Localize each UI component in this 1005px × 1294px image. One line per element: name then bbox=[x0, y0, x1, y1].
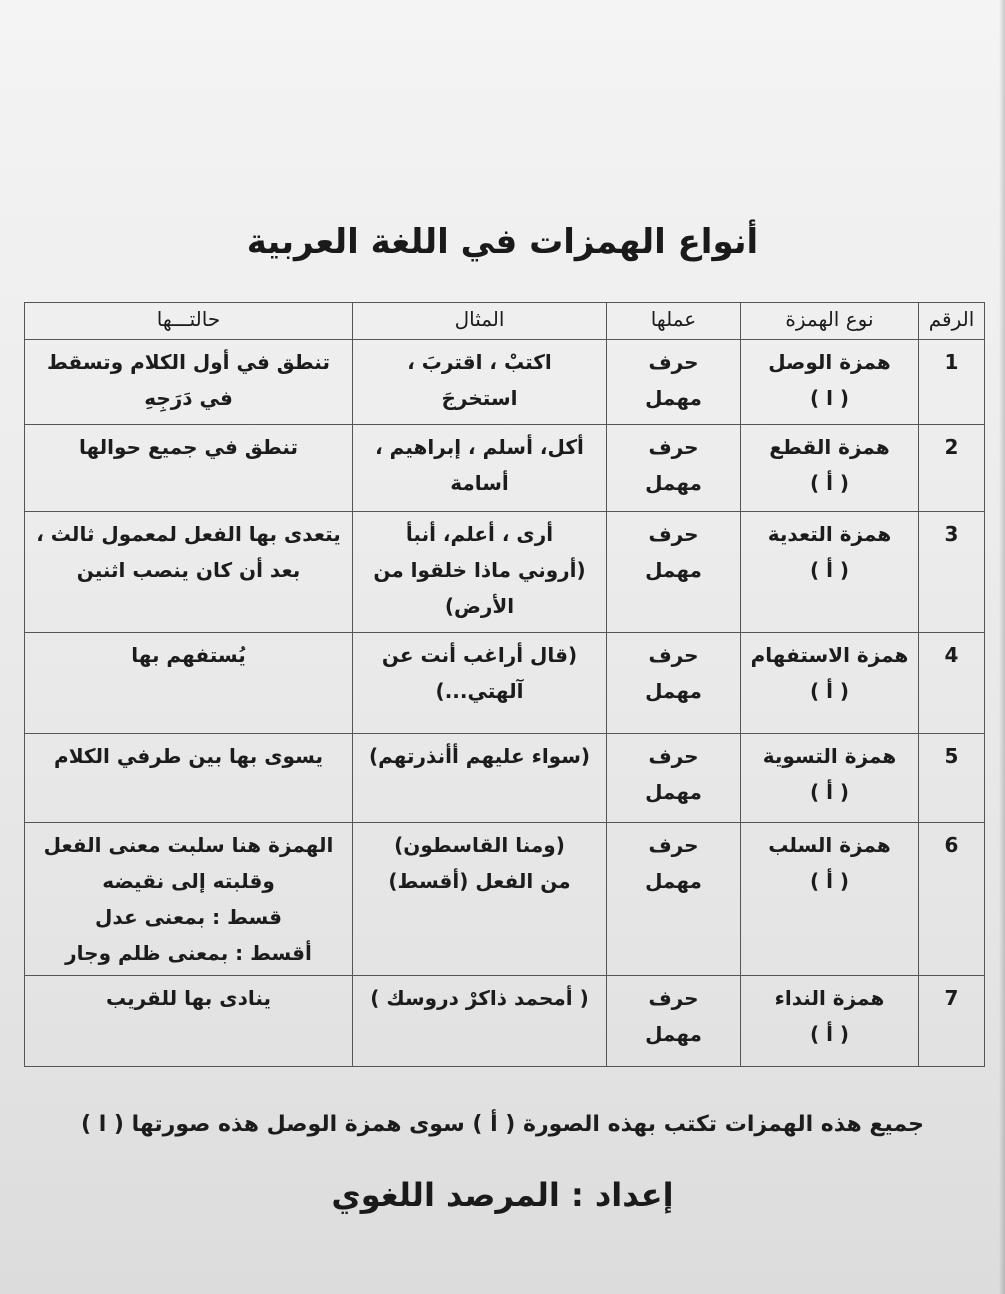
state-cell bbox=[25, 823, 353, 976]
table-row bbox=[25, 425, 985, 512]
hamza-type-form: ( أ ) bbox=[809, 869, 850, 893]
hamza-type-cell bbox=[741, 512, 919, 633]
example-line: الأرض) bbox=[444, 594, 515, 618]
state-line: وقلبته إلى نقيضه bbox=[102, 869, 275, 893]
hamza-type-cell bbox=[741, 734, 919, 823]
header-type: نوع الهمزة bbox=[741, 303, 919, 340]
example-line: (سواء عليهم أأنذرتهم) bbox=[368, 744, 591, 768]
example-line: اكتبْ ، اقتربَ ، bbox=[407, 350, 552, 374]
function-line: حرف bbox=[648, 744, 699, 768]
hamza-type-form: ( ا ) bbox=[809, 386, 850, 410]
example-line: آلهتي...) bbox=[435, 679, 524, 703]
function-cell bbox=[607, 425, 741, 512]
row-number: 2 bbox=[919, 425, 985, 512]
function-line: مهمل bbox=[645, 679, 702, 703]
hamza-type-form: ( أ ) bbox=[809, 679, 850, 703]
hamza-type-name: همزة التسوية bbox=[762, 744, 897, 768]
state-line: ينادى بها للقريب bbox=[105, 986, 272, 1010]
row-number: 7 bbox=[919, 976, 985, 1067]
state-cell bbox=[25, 425, 353, 512]
example-cell bbox=[353, 340, 607, 425]
footer-note: جميع هذه الهمزات تكتب بهذه الصورة ( أ ) سوى همزة الوصل هذه صورتها ( ا ) bbox=[80, 1112, 924, 1137]
state-line: يُستفهم بها bbox=[131, 643, 246, 667]
header-state: حالتـــها bbox=[25, 303, 353, 340]
state-line: يسوى بها بين طرفي الكلام bbox=[54, 744, 323, 768]
table-row bbox=[25, 734, 985, 823]
state-cell bbox=[25, 633, 353, 734]
function-line: حرف bbox=[648, 435, 699, 459]
function-line: مهمل bbox=[645, 869, 702, 893]
footer-credit: إعداد : المرصد اللغوي bbox=[331, 1176, 674, 1214]
example-cell bbox=[353, 633, 607, 734]
function-cell bbox=[607, 734, 741, 823]
page-edge-shadow bbox=[999, 0, 1005, 1294]
hamza-type-form: ( أ ) bbox=[809, 558, 850, 582]
example-cell bbox=[353, 823, 607, 976]
header-function: عملها bbox=[607, 303, 741, 340]
hamza-type-form: ( أ ) bbox=[809, 1022, 850, 1046]
function-line: مهمل bbox=[645, 1022, 702, 1046]
state-line: تنطق في جميع حوالها bbox=[78, 435, 299, 459]
hamza-type-cell bbox=[741, 425, 919, 512]
example-cell bbox=[353, 512, 607, 633]
function-line: مهمل bbox=[645, 386, 702, 410]
example-line: (قال أراغب أنت عن bbox=[381, 643, 578, 667]
row-number: 4 bbox=[919, 633, 985, 734]
function-cell bbox=[607, 976, 741, 1067]
example-line: (ومنا القاسطون) bbox=[394, 833, 565, 857]
example-line: أرى ، أعلم، أنبأ bbox=[405, 522, 554, 546]
example-line: ( أمحمد ذاكرْ دروسك ) bbox=[370, 986, 589, 1010]
function-line: مهمل bbox=[645, 780, 702, 804]
hamza-type-name: همزة النداء bbox=[774, 986, 885, 1010]
function-line: مهمل bbox=[645, 558, 702, 582]
state-cell bbox=[25, 340, 353, 425]
table-row bbox=[25, 512, 985, 633]
state-line: في دَرَجِهِ bbox=[144, 386, 233, 410]
example-line: أكل، أسلم ، إبراهيم ، bbox=[375, 435, 584, 459]
example-line: من الفعل (أقسط) bbox=[388, 869, 571, 893]
example-cell bbox=[353, 734, 607, 823]
hamza-type-name: همزة التعدية bbox=[767, 522, 892, 546]
hamza-type-form: ( أ ) bbox=[809, 780, 850, 804]
function-line: مهمل bbox=[645, 471, 702, 495]
function-cell bbox=[607, 823, 741, 976]
state-line: الهمزة هنا سلبت معنى الفعل bbox=[43, 833, 334, 857]
function-line: حرف bbox=[648, 350, 699, 374]
table-row bbox=[25, 633, 985, 734]
table-row bbox=[25, 823, 985, 976]
state-cell bbox=[25, 512, 353, 633]
table-row bbox=[25, 340, 985, 425]
hamza-type-name: همزة القطع bbox=[769, 435, 890, 459]
hamza-type-cell bbox=[741, 823, 919, 976]
table-header-row bbox=[25, 303, 985, 340]
state-line: أقسط : بمعنى ظلم وجار bbox=[65, 941, 312, 965]
function-line: حرف bbox=[648, 643, 699, 667]
hamza-type-cell bbox=[741, 340, 919, 425]
row-number: 1 bbox=[919, 340, 985, 425]
state-line: بعد أن كان ينصب اثنين bbox=[76, 558, 301, 582]
hamza-type-cell bbox=[741, 976, 919, 1067]
example-cell bbox=[353, 425, 607, 512]
hamza-type-form: ( أ ) bbox=[809, 471, 850, 495]
function-line: حرف bbox=[648, 986, 699, 1010]
function-line: حرف bbox=[648, 833, 699, 857]
function-cell bbox=[607, 512, 741, 633]
document-title: أنواع الهمزات في اللغة العربية bbox=[246, 222, 759, 262]
state-line: يتعدى بها الفعل لمعمول ثالث ، bbox=[36, 522, 341, 546]
hamza-type-name: همزة السلب bbox=[768, 833, 891, 857]
function-cell bbox=[607, 340, 741, 425]
header-example: المثال bbox=[353, 303, 607, 340]
state-line: قسط : بمعنى عدل bbox=[95, 905, 282, 929]
state-line: تنطق في أول الكلام وتسقط bbox=[47, 350, 330, 374]
example-line: أسامة bbox=[450, 471, 509, 495]
row-number: 5 bbox=[919, 734, 985, 823]
hamza-type-name: همزة الوصل bbox=[768, 350, 891, 374]
hamza-type-cell bbox=[741, 633, 919, 734]
row-number: 3 bbox=[919, 512, 985, 633]
state-cell bbox=[25, 734, 353, 823]
example-cell bbox=[353, 976, 607, 1067]
header-number: الرقم bbox=[919, 303, 985, 340]
example-line: (أروني ماذا خلقوا من bbox=[373, 558, 586, 582]
example-line: استخرجَ bbox=[441, 386, 518, 410]
table-row bbox=[25, 976, 985, 1067]
function-cell bbox=[607, 633, 741, 734]
function-line: حرف bbox=[648, 522, 699, 546]
hamza-types-table bbox=[24, 302, 985, 1067]
row-number: 6 bbox=[919, 823, 985, 976]
state-cell bbox=[25, 976, 353, 1067]
hamza-type-name: همزة الاستفهام bbox=[750, 643, 909, 667]
